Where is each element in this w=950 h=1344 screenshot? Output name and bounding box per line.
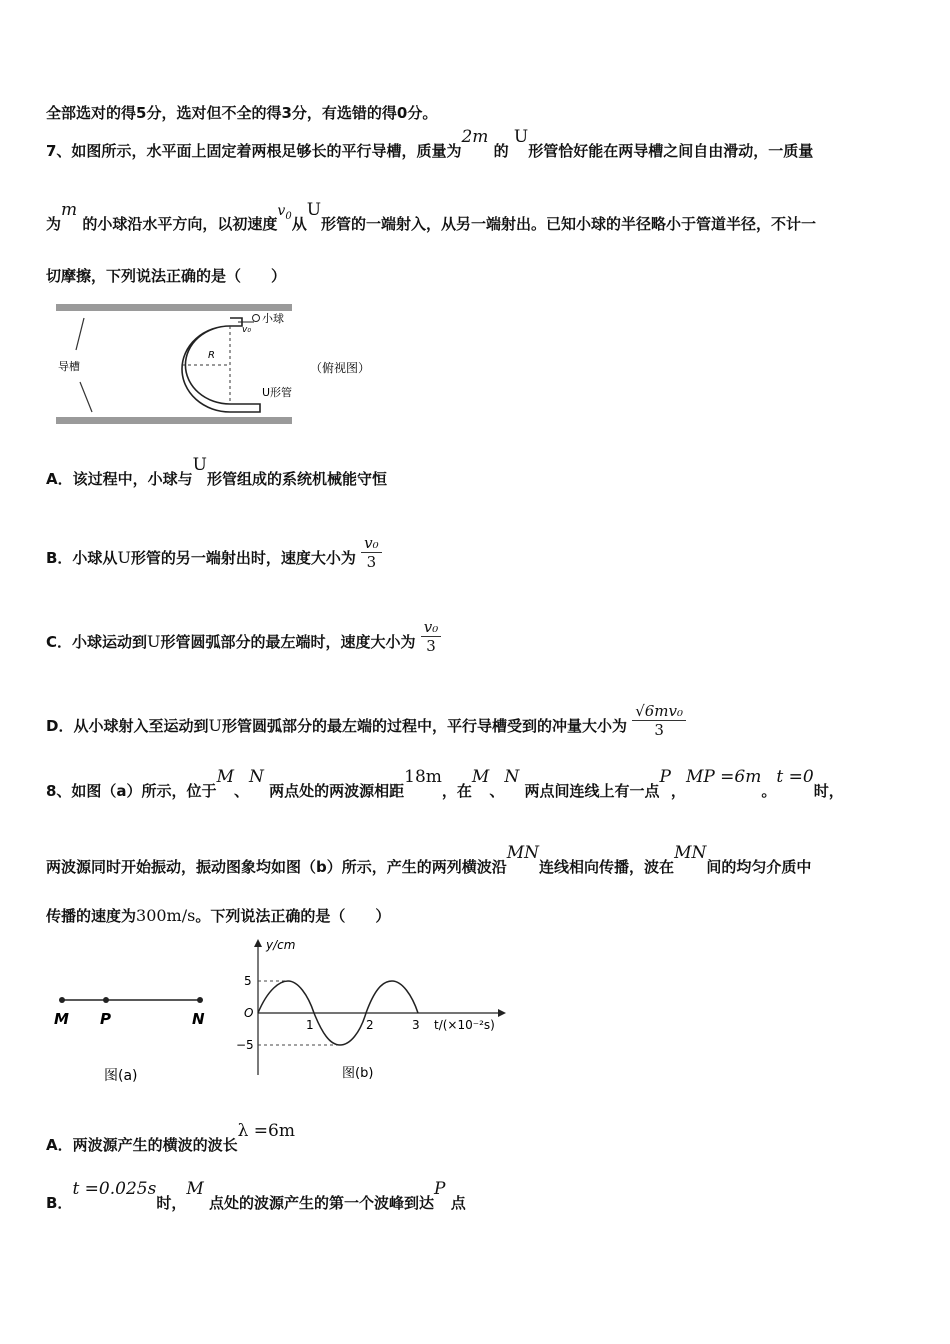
svg-text:−5: −5 — [236, 1038, 254, 1052]
ball — [253, 315, 260, 322]
x-axis-label: t/(×10⁻²s) — [434, 1018, 495, 1032]
q8-option-a[interactable]: A．两波源产生的横波的波长λ =6m — [46, 1121, 295, 1154]
svg-text:M: M — [54, 1010, 69, 1028]
mass-2m: 2m — [461, 127, 489, 147]
ball-label: 小球 — [262, 312, 284, 325]
q8-figure-a — [46, 990, 226, 1090]
point-p — [103, 997, 109, 1003]
q7-option-c[interactable]: C．小球运动到U形管圆弧部分的最左端时，速度大小为 $\frac{\text{v₀}}{3}$ — [46, 624, 441, 661]
groove-top — [56, 304, 292, 311]
q7-figure — [52, 300, 392, 430]
svg-text:O: O — [244, 1006, 254, 1020]
q8-line-1: 8、如图（a）所示，位于M、N 两点处的两波源相距18m，在M、N 两点间连线上有一点P，MP =6m。t =0时， — [46, 767, 844, 800]
svg-text:2: 2 — [366, 1018, 374, 1032]
radius-label: R — [208, 350, 215, 361]
svg-text:P: P — [100, 1010, 111, 1028]
q7-option-a[interactable]: A．该过程中，小球与U形管组成的系统机械能守恒 — [46, 455, 387, 488]
q7-line-1: 7、如图所示，水平面上固定着两根足够长的平行导槽，质量为2m 的 U形管恰好能在两导槽之间自由滑动，一质量 — [46, 127, 814, 160]
q7-line-3: 切摩擦，下列说法正确的是（ ） — [46, 267, 287, 285]
fig-a-caption: 图(a) — [104, 1068, 138, 1084]
q8-line-2: 两波源同时开始振动，振动图象均如图（b）所示，产生的两列横波沿MN连线相向传播，波在MN间的均匀介质中 — [46, 843, 812, 876]
svg-text:1: 1 — [306, 1018, 314, 1032]
view-label: （俯视图） — [310, 361, 371, 375]
q7-option-d[interactable]: D．从小球射入至运动到U形管圆弧部分的最左端的过程中，平行导槽受到的冲量大小为 $\frac{\text{√6mv₀}}{3}$ — [46, 708, 686, 745]
groove-bottom — [56, 417, 292, 424]
groove-label: 导槽 — [58, 360, 80, 373]
svg-text:N: N — [192, 1010, 205, 1028]
svg-text:5: 5 — [244, 974, 252, 988]
q8-line-3: 传播的速度为300m/s。下列说法正确的是（ ） — [46, 906, 391, 925]
fig-b-caption: 图(b) — [342, 1066, 374, 1081]
v0-label: v₀ — [242, 325, 251, 335]
svg-text:3: 3 — [412, 1018, 420, 1032]
tube-label: U形管 — [262, 386, 293, 399]
point-m — [59, 997, 65, 1003]
intro-text: 全部选对的得5分，选对但不全的得3分，有选错的得0分。 — [46, 104, 438, 122]
q7-option-b[interactable]: B．小球从U形管的另一端射出时，速度大小为 $\frac{\text{v₀}}{3}$ — [46, 540, 382, 577]
point-n — [197, 997, 203, 1003]
q8-figure-b — [236, 935, 516, 1085]
q7-line-2: 为m 的小球沿水平方向，以初速度$v_0$从U形管的一端射入，从另一端射出。已知小球的半径略小于管道半径，不计一 — [46, 200, 817, 233]
y-axis-label: y/cm — [266, 938, 296, 952]
q8-option-b[interactable]: B．t =0.025s时，M 点处的波源产生的第一个波峰到达P 点 — [46, 1179, 466, 1212]
